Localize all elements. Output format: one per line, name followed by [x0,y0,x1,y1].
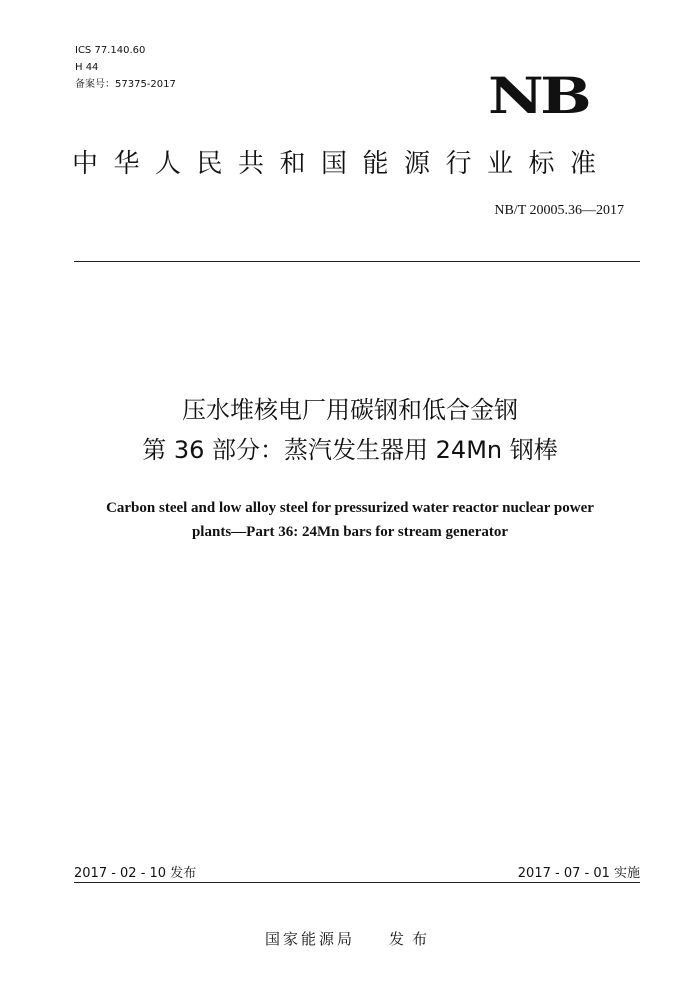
english-title-line-1: Carbon steel and low alloy steel for pressurized water reactor nuclear power [106,500,594,516]
nb-logo: NB [488,66,589,125]
issuer-action: 发布 [389,930,436,948]
issue-date: 2017 - 02 - 10 发布 [74,866,197,881]
top-divider [74,261,640,262]
chinese-title-line-2: 第 36 部分：蒸汽发生器用 24Mn 钢棒 [142,436,558,464]
ics-code: ICS 77.140.60 [75,45,146,56]
classification-block [75,42,176,93]
issuer-name: 国家能源局 [264,930,355,948]
ccs-code: H 44 [75,62,99,73]
bottom-divider [74,882,640,883]
issuing-category-title: 中华人民共和国能源行业标准 [72,149,612,179]
record-number: 备案号：57375-2017 [75,79,176,90]
standard-number: NB/T 20005.36—2017 [494,203,624,218]
chinese-title [0,390,700,470]
implementation-date: 2017 - 07 - 01 实施 [517,866,640,881]
chinese-title-line-1: 压水堆核电厂用碳钢和低合金钢 [182,396,518,424]
english-title [0,496,700,544]
english-title-line-2: plants—Part 36: 24Mn bars for stream generator [191,524,509,540]
issuer-line [0,928,700,949]
